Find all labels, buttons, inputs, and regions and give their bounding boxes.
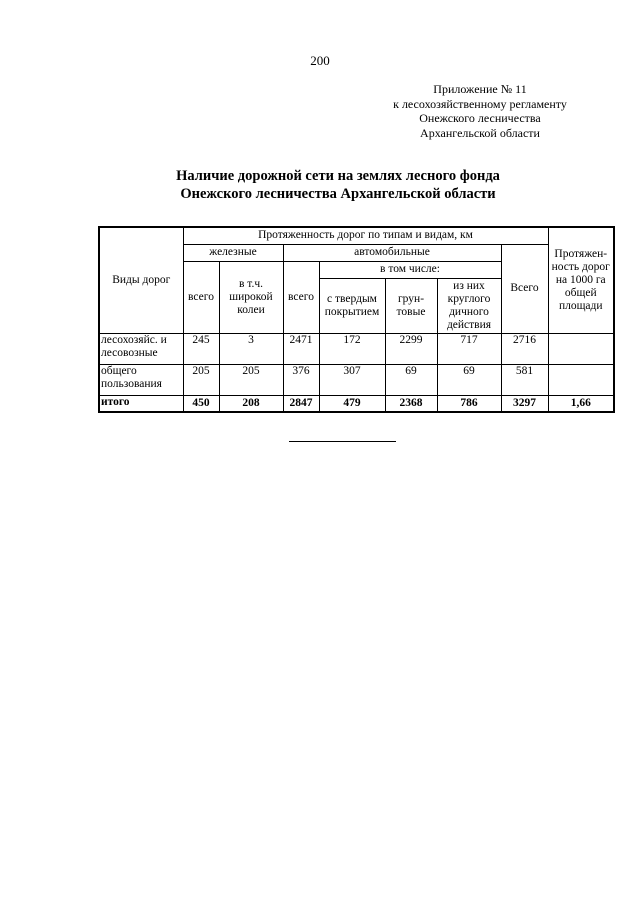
- cell-density: [548, 364, 614, 395]
- cell-year-round: 717: [437, 333, 501, 364]
- header-hard-surface: с твердым покрытием: [319, 278, 385, 333]
- header-rail-wide-gauge: в т.ч. широкой колеи: [219, 261, 283, 333]
- header-dirt: грун-товые: [385, 278, 437, 333]
- appendix-line: Архангельской области: [420, 125, 540, 140]
- appendix-note: [380, 82, 580, 140]
- cell-rail-wide: 3: [219, 333, 283, 364]
- cell-auto-total: 376: [283, 364, 319, 395]
- cell-rail-total: 450: [183, 395, 219, 412]
- row-name: общего пользования: [99, 364, 183, 395]
- table-row: [99, 333, 614, 364]
- cell-hard: 172: [319, 333, 385, 364]
- appendix-line: Онежского лесничества: [419, 111, 541, 125]
- cell-rail-total: 245: [183, 333, 219, 364]
- cell-total: 3297: [501, 395, 548, 412]
- title-line: Онежского лесничества Архангельской области: [180, 186, 496, 202]
- header-automobile: автомобильные: [283, 244, 501, 261]
- row-name: лесохозяйс. и лесовозные: [99, 333, 183, 364]
- cell-year-round: 69: [437, 364, 501, 395]
- cell-hard: 479: [319, 395, 385, 412]
- cell-dirt: 69: [385, 364, 437, 395]
- title-line: Наличие дорожной сети на землях лесного фонда: [176, 168, 500, 184]
- cell-rail-wide: 208: [219, 395, 283, 412]
- row-name: итого: [99, 395, 183, 412]
- cell-dirt: 2368: [385, 395, 437, 412]
- header-density: Протяжен-ность дорог на 1000 га общей площади: [548, 227, 614, 333]
- cell-year-round: 786: [437, 395, 501, 412]
- footer-divider: [289, 441, 396, 442]
- cell-rail-wide: 205: [219, 364, 283, 395]
- table-row: [99, 364, 614, 395]
- page-number: 200: [310, 53, 330, 68]
- header-including: в том числе:: [319, 261, 501, 278]
- cell-total: 2716: [501, 333, 548, 364]
- road-network-table: [98, 226, 615, 413]
- cell-hard: 307: [319, 364, 385, 395]
- cell-auto-total: 2847: [283, 395, 319, 412]
- cell-density: 1,66: [548, 395, 614, 412]
- cell-dirt: 2299: [385, 333, 437, 364]
- cell-total: 581: [501, 364, 548, 395]
- table-row-total: [99, 395, 614, 412]
- cell-density: [548, 333, 614, 364]
- cell-rail-total: 205: [183, 364, 219, 395]
- header-rail-total: всего: [183, 261, 219, 333]
- header-year-round: из них круглого дичного действия: [437, 278, 501, 333]
- header-road-type: Виды дорог: [99, 227, 183, 333]
- appendix-line: Приложение № 11: [433, 82, 527, 96]
- document-title: [0, 167, 640, 203]
- header-railway: железные: [183, 244, 283, 261]
- header-grand-total: Всего: [501, 244, 548, 333]
- header-auto-total: всего: [283, 261, 319, 333]
- cell-auto-total: 2471: [283, 333, 319, 364]
- appendix-line: к лесохозяйственному регламенту: [393, 96, 567, 111]
- header-length-by-type: Протяженность дорог по типам и видам, км: [183, 227, 548, 244]
